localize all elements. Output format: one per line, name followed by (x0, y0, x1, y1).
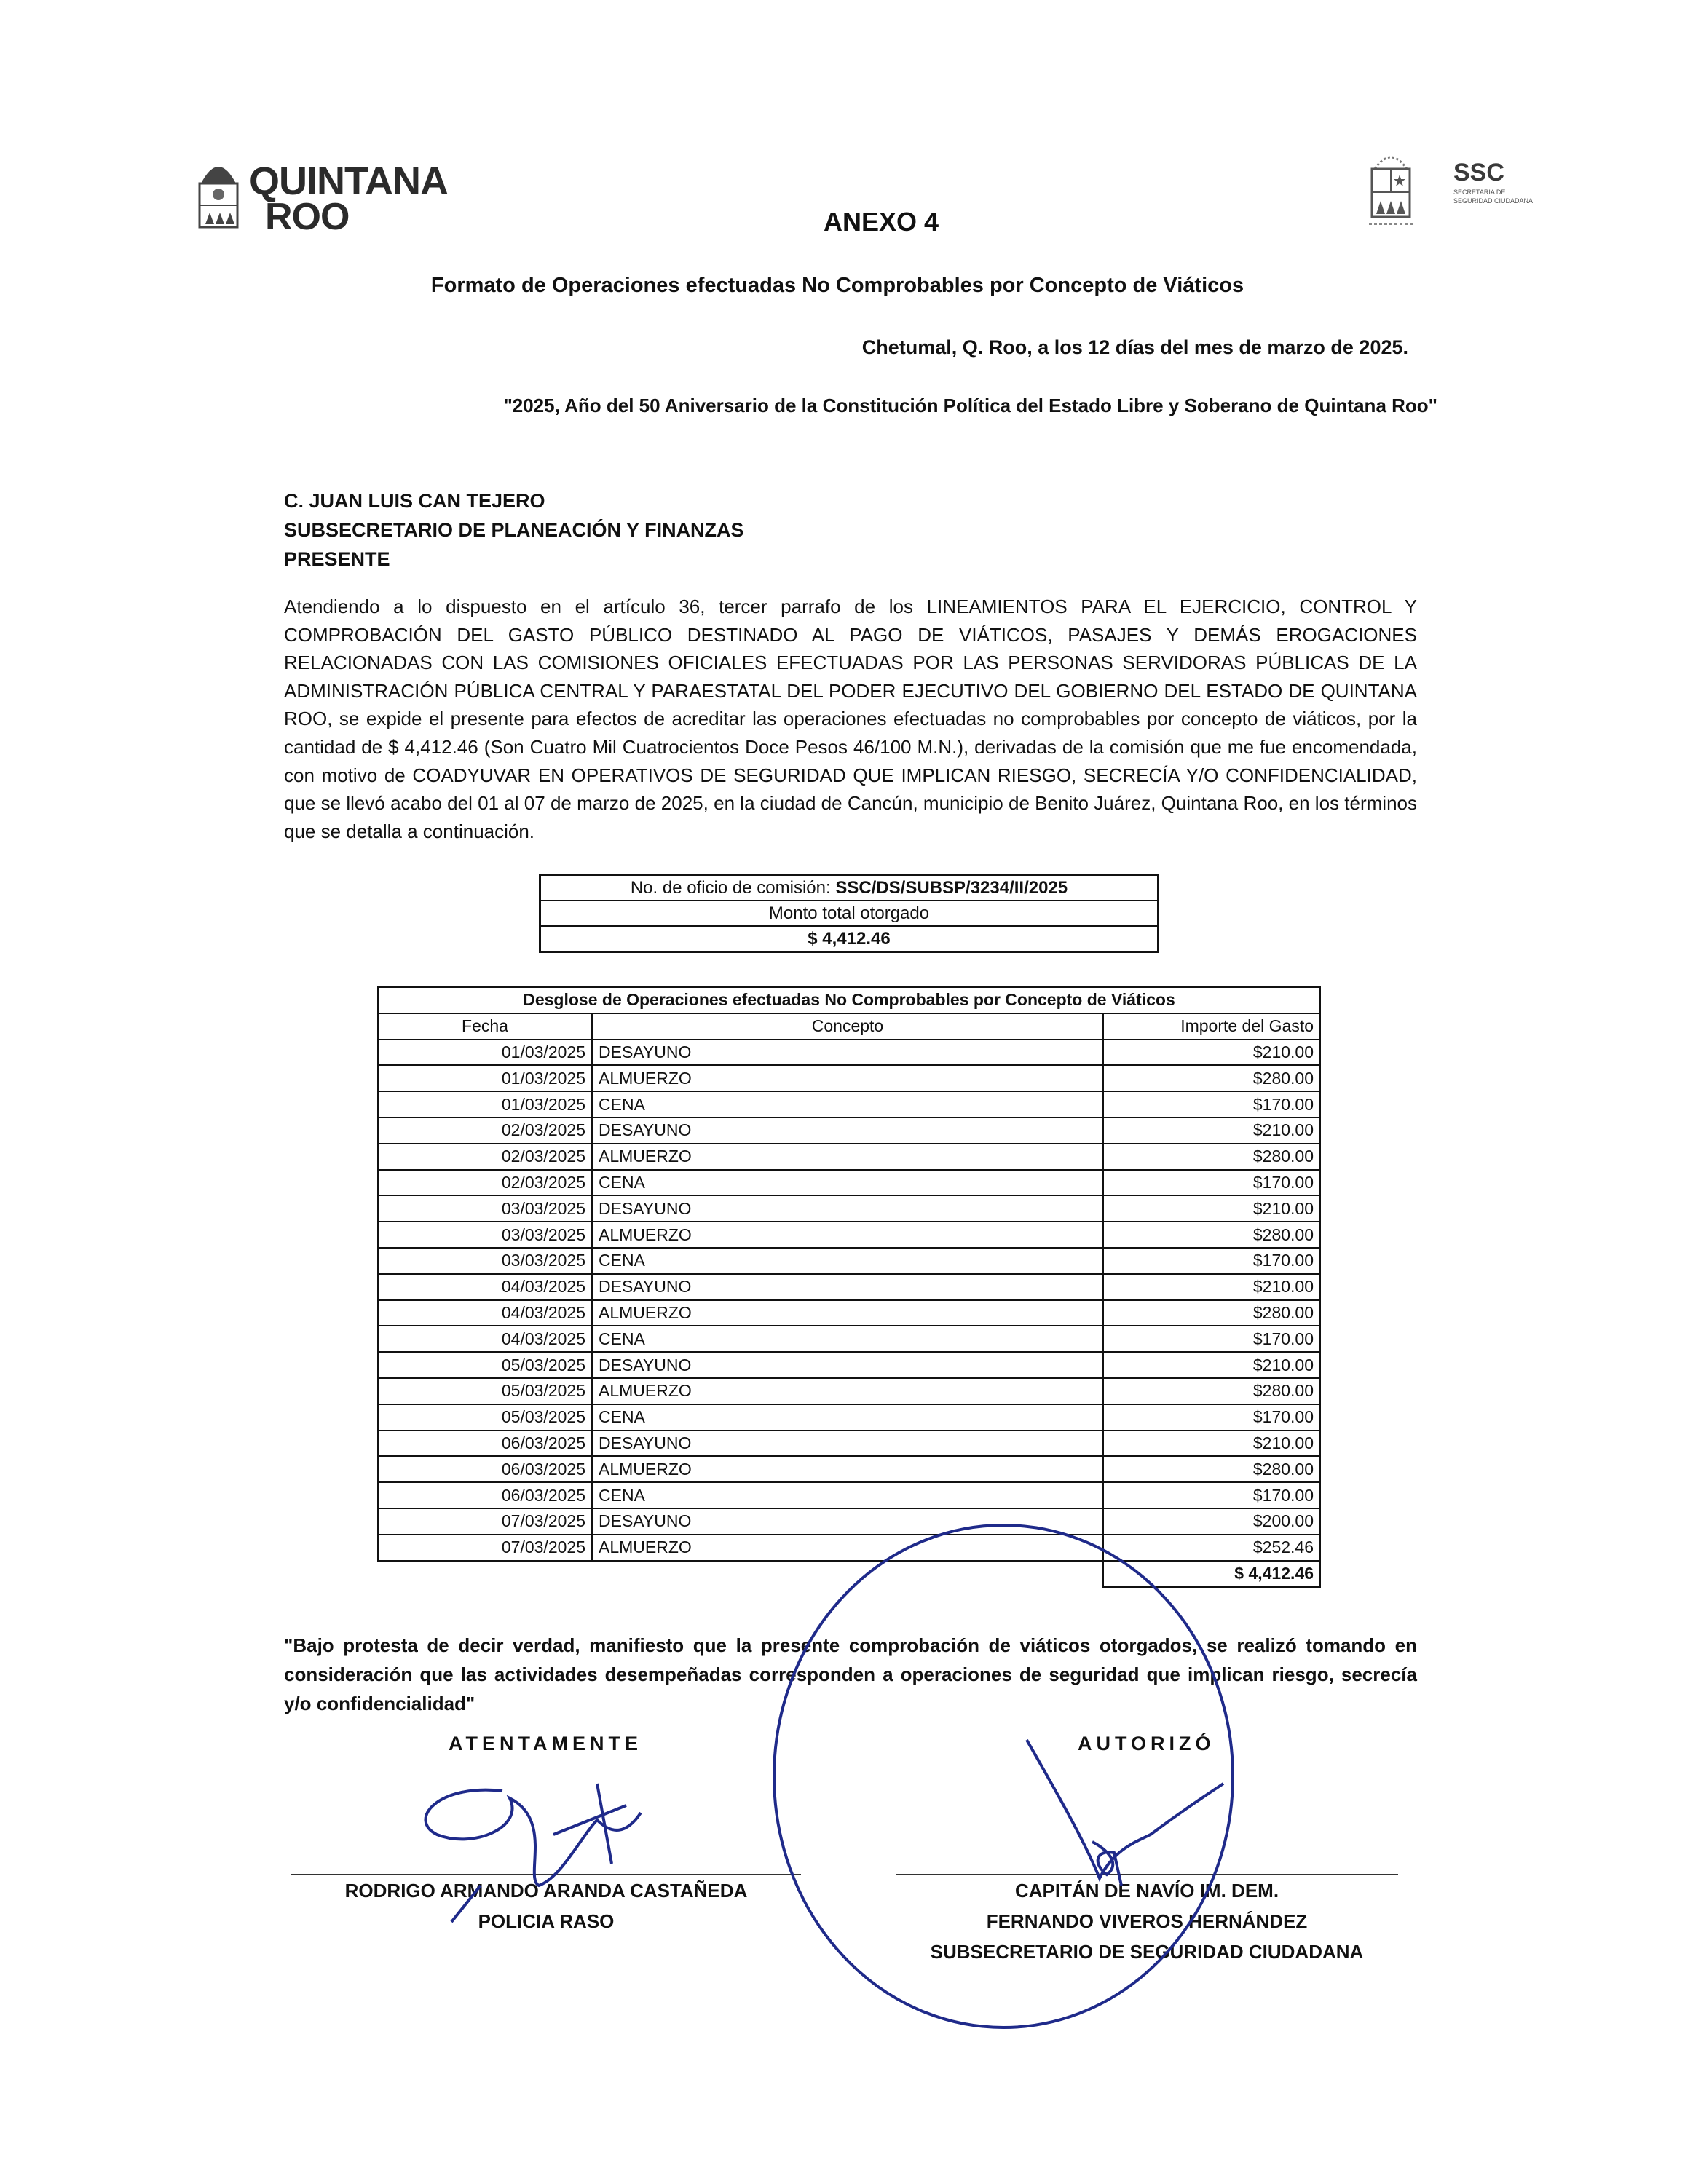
row-amount: $170.00 (1103, 1170, 1320, 1196)
summary-row-total-label (540, 901, 1159, 926)
recipient-name: C. JUAN LUIS CAN TEJERO (284, 490, 545, 512)
annex-title: ANEXO 4 (823, 207, 939, 237)
row-amount: $252.46 (1103, 1535, 1320, 1561)
breakdown-body (378, 1040, 1320, 1561)
ssc-full-name: SECRETARÍA DE SEGURIDAD CIUDADANA (1453, 189, 1534, 205)
table-row (378, 1456, 1320, 1482)
row-date: 01/03/2025 (378, 1040, 592, 1066)
recipient-block (284, 486, 744, 574)
table-row (378, 1091, 1320, 1117)
total-spacer-1 (378, 1561, 592, 1587)
row-amount: $170.00 (1103, 1326, 1320, 1352)
table-row (378, 1065, 1320, 1091)
ssc-abbreviation: SSC (1453, 159, 1504, 186)
recipient-salutation: PRESENTE (284, 548, 390, 570)
row-concept: CENA (592, 1404, 1103, 1431)
breakdown-caption-row (378, 987, 1320, 1013)
row-concept: CENA (592, 1170, 1103, 1196)
recipient-position: SUBSECRETARIO DE PLANEACIÓN Y FINANZAS (284, 519, 744, 541)
row-date: 07/03/2025 (378, 1535, 592, 1561)
right-signer-position: SUBSECRETARIO DE SEGURIDAD CIUDADANA (930, 1941, 1364, 1963)
row-date: 04/03/2025 (378, 1274, 592, 1300)
table-row (378, 1117, 1320, 1144)
row-amount: $170.00 (1103, 1404, 1320, 1431)
summary-row-total-amount (540, 926, 1159, 952)
row-amount: $210.00 (1103, 1195, 1320, 1222)
table-row (378, 1508, 1320, 1535)
place-date: Chetumal, Q. Roo, a los 12 días del mes de marzo de 2025. (861, 336, 1408, 358)
table-row (378, 1144, 1320, 1170)
row-date: 04/03/2025 (378, 1326, 592, 1352)
table-row (378, 1195, 1320, 1222)
commission-label: No. de oficio de comisión: (630, 877, 831, 898)
breakdown-total-row (378, 1561, 1320, 1587)
row-concept: ALMUERZO (592, 1456, 1103, 1482)
row-amount: $280.00 (1103, 1144, 1320, 1170)
row-amount: $170.00 (1103, 1091, 1320, 1117)
row-date: 07/03/2025 (378, 1508, 592, 1535)
right-signature-heading: AUTORIZÓ (1078, 1733, 1215, 1754)
logo-word-quintana: QUINTANA (249, 159, 448, 203)
left-signature-heading: ATENTAMENTE (449, 1733, 642, 1754)
commission-number: SSC/DS/SUBSP/3234/II/2025 (835, 877, 1068, 898)
table-row (378, 1040, 1320, 1066)
row-date: 05/03/2025 (378, 1404, 592, 1431)
ssc-logo (1362, 143, 1534, 230)
right-signature-scribble (1027, 1740, 1223, 1878)
row-amount: $210.00 (1103, 1352, 1320, 1378)
left-signature-scribble (425, 1790, 641, 1886)
header-concept: Concepto (592, 1013, 1103, 1040)
ssc-seal-icon (1362, 143, 1420, 229)
commission-summary-table (539, 874, 1159, 953)
breakdown-header-row (378, 1013, 1320, 1040)
breakdown-total: $ 4,412.46 (1103, 1561, 1320, 1587)
breakdown-caption: Desglose de Operaciones efectuadas No Comprobables por Concepto de Viáticos (378, 987, 1320, 1013)
table-row (378, 1352, 1320, 1378)
row-amount: $280.00 (1103, 1065, 1320, 1091)
body-paragraph: Atendiendo a lo dispuesto en el artículo 36, tercer parrafo de los LINEAMIENTOS PARA EL EJERCICIO, CONTROL Y COMPROBACIÓN DEL GASTO PÚBLICO DESTINADO AL PAGO DE VIÁTICOS, PASAJES Y DEMÁS EROGACIONES RELACIONADAS CON LAS COMISIONES OFICIALES EFECTUADAS POR LAS PERSONAS SERVIDORAS PÚBLICAS DE LA ADMINISTRACIÓN PÚBLICA CENTRAL Y PARAESTATAL DEL PODER EJECUTIVO DEL GOBIERNO DEL ESTADO DE QUINTANA ROO, se expide el presente para efectos de acreditar las operaciones efectuadas no comprobables por concepto de viáticos, por la cantidad de $ 4,412.46 (Son Cuatro Mil Cuatrocientos Doce Pesos 46/100 M.N.), derivadas de la comisión que me fue encomendada, con motivo de COADYUVAR EN OPERATIVOS DE SEGURIDAD QUE IMPLICAN RIESGO, SECRECÍA Y/O CONFIDENCIALIDAD, que se llevó acabo del 01 al 07 de marzo de 2025, en la ciudad de Cancún, municipio de Benito Juárez, Quintana Roo, en los términos que se detalla a continuación. (284, 596, 1417, 842)
row-concept: DESAYUNO (592, 1195, 1103, 1222)
header-date: Fecha (378, 1013, 592, 1040)
row-amount: $210.00 (1103, 1431, 1320, 1457)
row-date: 05/03/2025 (378, 1352, 592, 1378)
right-signature-block (896, 1875, 1398, 1967)
year-motto: "2025, Año del 50 Aniversario de la Constitución Política del Estado Libre y Soberano de Quintana Roo" (503, 395, 1437, 416)
row-amount: $200.00 (1103, 1508, 1320, 1535)
table-row (378, 1274, 1320, 1300)
row-concept: DESAYUNO (592, 1274, 1103, 1300)
row-date: 01/03/2025 (378, 1091, 592, 1117)
row-amount: $280.00 (1103, 1456, 1320, 1482)
table-row (378, 1378, 1320, 1404)
row-date: 03/03/2025 (378, 1195, 592, 1222)
expense-breakdown-table (377, 986, 1321, 1588)
row-concept: DESAYUNO (592, 1040, 1103, 1066)
row-concept: CENA (592, 1326, 1103, 1352)
row-date: 02/03/2025 (378, 1117, 592, 1144)
format-title: Formato de Operaciones efectuadas No Comprobables por Concepto de Viáticos (430, 274, 1244, 297)
row-amount: $280.00 (1103, 1222, 1320, 1248)
row-date: 06/03/2025 (378, 1456, 592, 1482)
row-concept: DESAYUNO (592, 1117, 1103, 1144)
row-concept: ALMUERZO (592, 1300, 1103, 1326)
row-date: 02/03/2025 (378, 1144, 592, 1170)
quintana-roo-logo (195, 154, 448, 238)
table-row (378, 1404, 1320, 1431)
total-label: Monto total otorgado (540, 901, 1159, 926)
row-concept: ALMUERZO (592, 1065, 1103, 1091)
left-signer-name: RODRIGO ARMANDO ARANDA CASTAÑEDA (344, 1880, 748, 1902)
total-spacer-2 (592, 1561, 1103, 1587)
declaration-text: "Bajo protesta de decir verdad, manifiesto que la presente comprobación de viáticos otorgados, se realizó tomando en consideración que las actividades desempeñadas corresponden a operaciones de seguridad que implican riesgo, secrecía y/o confidencialidad" (284, 1634, 1417, 1714)
row-date: 05/03/2025 (378, 1378, 592, 1404)
row-concept: ALMUERZO (592, 1535, 1103, 1561)
state-seal-icon (195, 154, 242, 232)
summary-row-commission (540, 875, 1159, 901)
left-signature-block (291, 1875, 801, 1936)
table-row (378, 1326, 1320, 1352)
header-amount: Importe del Gasto (1103, 1013, 1320, 1040)
row-concept: ALMUERZO (592, 1222, 1103, 1248)
row-date: 02/03/2025 (378, 1170, 592, 1196)
row-date: 04/03/2025 (378, 1300, 592, 1326)
row-concept: CENA (592, 1248, 1103, 1274)
logo-word-roo: ROO (265, 196, 350, 238)
row-amount: $280.00 (1103, 1378, 1320, 1404)
row-amount: $210.00 (1103, 1274, 1320, 1300)
row-date: 06/03/2025 (378, 1431, 592, 1457)
table-row (378, 1535, 1320, 1561)
right-signer-rank: CAPITÁN DE NAVÍO IM. DEM. (1014, 1880, 1279, 1902)
row-amount: $280.00 (1103, 1300, 1320, 1326)
row-amount: $210.00 (1103, 1117, 1320, 1144)
row-concept: CENA (592, 1091, 1103, 1117)
commission-cell (540, 875, 1159, 901)
table-row (378, 1170, 1320, 1196)
table-row (378, 1222, 1320, 1248)
right-signer-name: FERNANDO VIVEROS HERNÁNDEZ (986, 1910, 1308, 1932)
table-row (378, 1482, 1320, 1508)
table-row (378, 1431, 1320, 1457)
row-amount: $170.00 (1103, 1248, 1320, 1274)
row-date: 03/03/2025 (378, 1248, 592, 1274)
table-row (378, 1300, 1320, 1326)
row-date: 06/03/2025 (378, 1482, 592, 1508)
row-date: 01/03/2025 (378, 1065, 592, 1091)
row-date: 03/03/2025 (378, 1222, 592, 1248)
left-signer-position: POLICIA RASO (478, 1910, 615, 1932)
row-concept: DESAYUNO (592, 1508, 1103, 1535)
table-row (378, 1248, 1320, 1274)
row-amount: $170.00 (1103, 1482, 1320, 1508)
total-amount: $ 4,412.46 (540, 926, 1159, 952)
row-amount: $210.00 (1103, 1040, 1320, 1066)
row-concept: ALMUERZO (592, 1144, 1103, 1170)
row-concept: DESAYUNO (592, 1352, 1103, 1378)
row-concept: CENA (592, 1482, 1103, 1508)
row-concept: DESAYUNO (592, 1431, 1103, 1457)
row-concept: ALMUERZO (592, 1378, 1103, 1404)
